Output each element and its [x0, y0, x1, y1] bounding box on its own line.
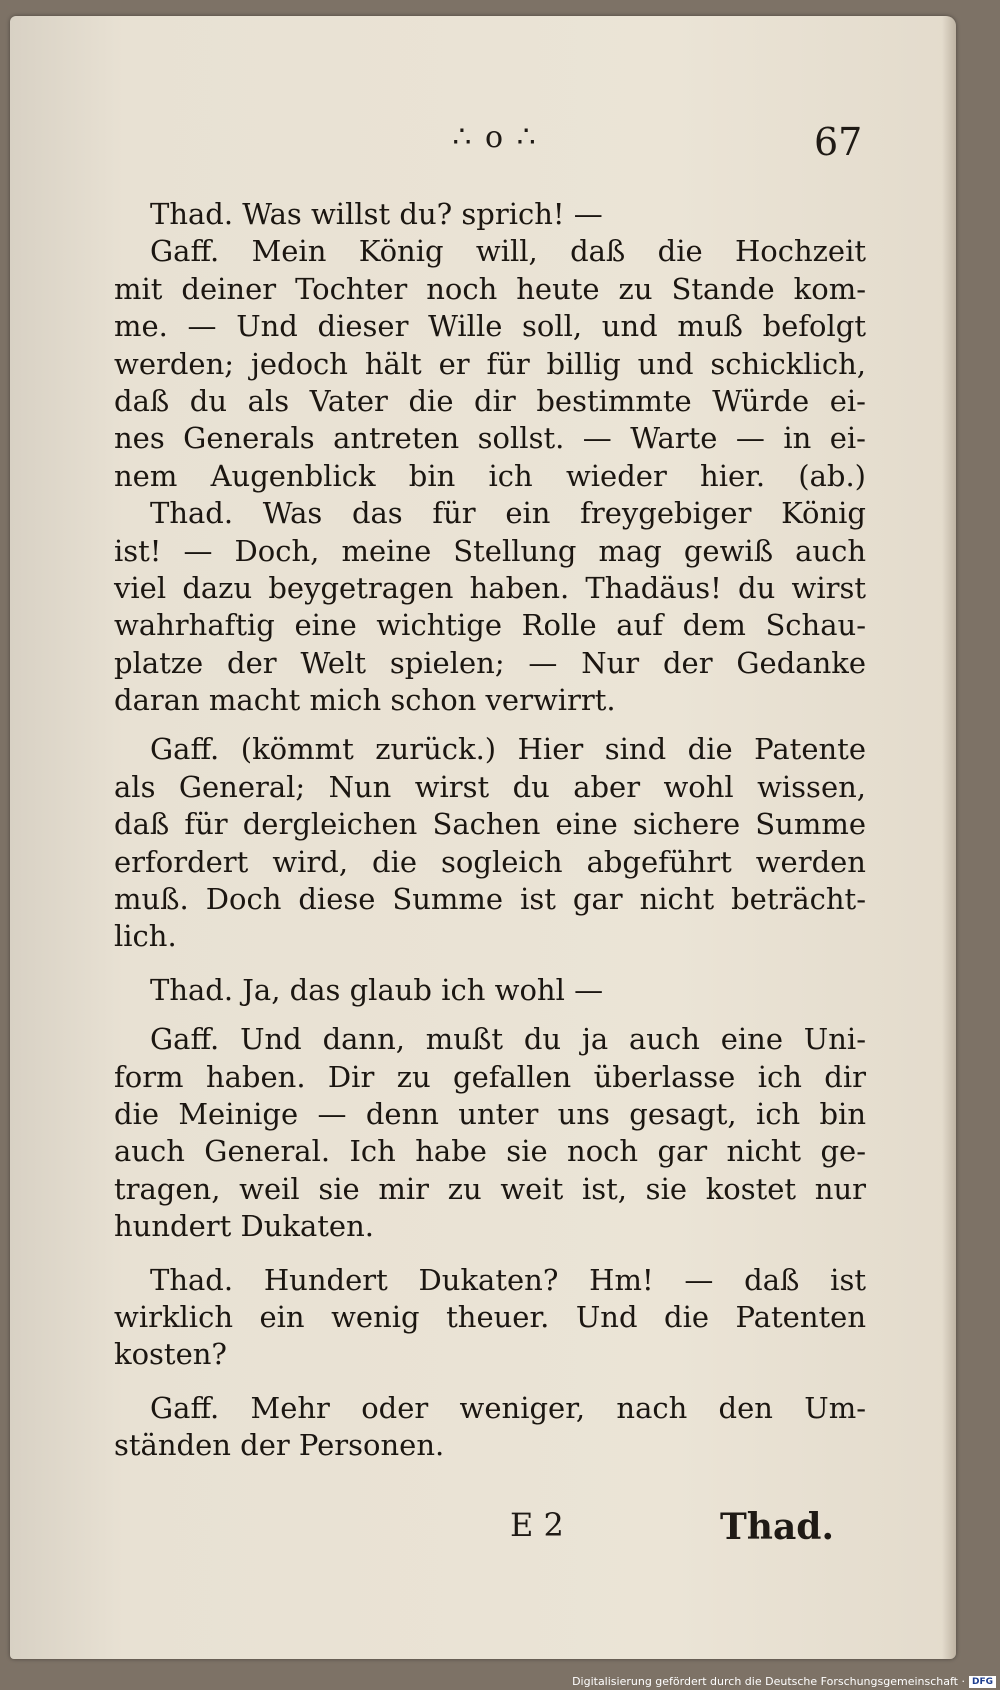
text-line: wirklich ein wenig theuer. Und die Patenten — [114, 1299, 866, 1334]
text-line: die Meinige — denn unter uns gesagt, ich bin — [114, 1096, 866, 1131]
text-line: viel dazu beygetragen haben. Thadäus! du wirst — [114, 570, 866, 605]
book-page — [10, 16, 956, 1659]
paragraph-gap — [114, 956, 866, 972]
text-line: auch General. Ich habe sie noch gar nicht ge- — [114, 1134, 866, 1169]
paragraph-gap — [114, 1009, 866, 1021]
text-line: Thad. Was das für ein freygebiger König — [150, 496, 866, 531]
credit-text: Digitalisierung gefördert durch die Deutsche Forschungsgemeinschaft · — [572, 1675, 965, 1688]
text-line: wahrhaftig eine wichtige Rolle auf dem Schau- — [114, 608, 866, 643]
text-line: Gaff. (kömmt zurück.) Hier sind die Patente — [150, 732, 866, 767]
text-line: nem Augenblick bin ich wieder hier. (ab.) — [114, 458, 866, 493]
dfg-logo: DFG — [969, 1676, 996, 1688]
text-line: daß für dergleichen Sachen eine sichere Summe — [114, 807, 866, 842]
text-line: nes Generals antreten sollst. — Warte — in ei- — [114, 421, 866, 456]
text-line: Gaff. Mein König will, daß die Hochzeit — [150, 234, 866, 269]
text-line: me. — Und dieser Wille soll, und muß befolgt — [114, 309, 866, 344]
text-line: daran macht mich schon verwirrt. — [114, 683, 616, 718]
text-line: Thad. Was willst du? sprich! — — [150, 197, 603, 231]
header-ornament: ∴ o ∴ — [452, 120, 538, 155]
text-line: lich. — [114, 919, 177, 954]
digitization-credit — [572, 1675, 996, 1688]
text-line: Thad. Ja, das glaub ich wohl — — [150, 972, 604, 1007]
paragraph-gap — [114, 1246, 866, 1262]
text-line: Thad. Hundert Dukaten? Hm! — daß ist — [150, 1262, 866, 1297]
text-line: daß du als Vater die dir bestimmte Würde ei- — [114, 383, 866, 418]
text-line: tragen, weil sie mir zu weit ist, sie kostet nur — [114, 1171, 866, 1206]
text-line: Gaff. Mehr oder weniger, nach den Um- — [150, 1390, 866, 1425]
text-line: muß. Doch diese Summe ist gar nicht beträcht- — [114, 882, 866, 917]
page-header — [10, 120, 956, 166]
page-number: 67 — [814, 120, 863, 164]
text-line: kosten? — [114, 1337, 227, 1372]
text-line: ist! — Doch, meine Stellung mag gewiß auch — [114, 533, 866, 568]
text-line: form haben. Dir zu gefallen überlasse ich dir — [114, 1059, 866, 1094]
paragraph-gap — [114, 719, 866, 731]
text-line: mit deiner Tochter noch heute zu Stande kom- — [114, 271, 866, 306]
text-line: erfordert wird, die sogleich abgeführt werden — [114, 844, 866, 879]
page-footer — [10, 1506, 956, 1556]
text-line: platze der Welt spielen; — Nur der Gedanke — [114, 645, 866, 680]
paragraph-gap — [114, 1374, 866, 1390]
signature-mark: E 2 — [510, 1506, 564, 1544]
body-text — [114, 196, 866, 1465]
catchword: Thad. — [720, 1506, 834, 1548]
text-line: als General; Nun wirst du aber wohl wissen, — [114, 769, 866, 804]
text-line: Gaff. Und dann, mußt du ja auch eine Uni- — [150, 1022, 866, 1057]
text-line: ständen der Personen. — [114, 1428, 445, 1463]
text-line: werden; jedoch hält er für billig und schicklich, — [114, 346, 866, 381]
text-line: hundert Dukaten. — [114, 1209, 374, 1244]
